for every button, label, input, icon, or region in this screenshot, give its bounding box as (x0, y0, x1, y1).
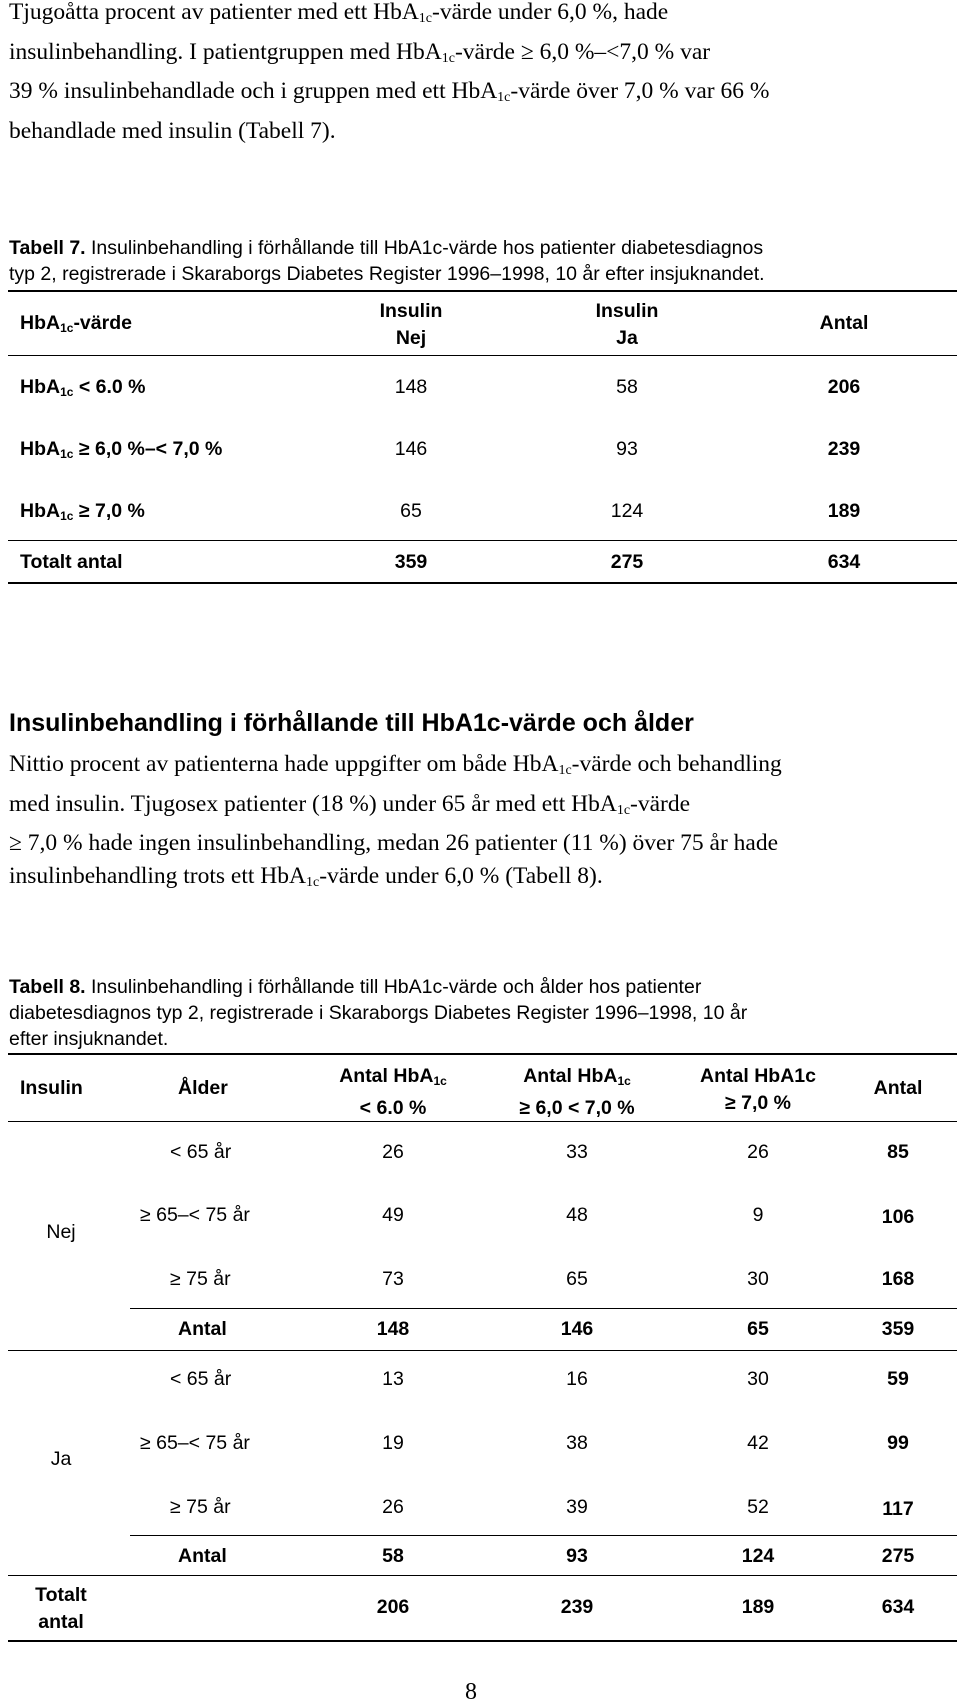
table8-group-label: Ja (50, 1448, 72, 1470)
table-cell: 59 (887, 1368, 909, 1390)
table-cell: 30 (747, 1268, 769, 1290)
table8-subtotal-rule (130, 1535, 957, 1536)
table-cell: 48 (566, 1204, 588, 1226)
section-heading: Insulinbehandling i förhållande till HbA1c-värde och ålder (9, 709, 694, 737)
table-cell: 39 (566, 1496, 588, 1518)
section-line: Nittio procent av patienterna hade uppgifter om både HbA$_{1c}$-värde och behandling (9, 751, 782, 778)
table-cell: 359 (394, 551, 428, 573)
table8-subtotal-label: Antal (178, 1545, 227, 1567)
table-cell: 58 (616, 376, 638, 398)
table8-header-alder: Ålder (178, 1077, 228, 1099)
table-cell: 275 (610, 551, 644, 573)
table7-total-rule (8, 540, 957, 541)
intro-paragraph (9, 0, 939, 147)
table-cell: 124 (610, 500, 644, 522)
table-cell: 275 (881, 1545, 915, 1567)
intro-line: insulinbehandling. I patientgruppen med HbA$_{1c}$-värde ≥ 6,0 %–<7,0 % var (9, 38, 711, 66)
table-cell: 117 (882, 1498, 914, 1520)
table-cell: 634 (881, 1596, 915, 1618)
table-row-age: ≥ 75 år (170, 1496, 231, 1518)
table-cell: 9 (752, 1204, 764, 1226)
table-cell: 65 (747, 1318, 769, 1340)
table-cell: 73 (382, 1268, 404, 1290)
table-cell: 16 (566, 1368, 588, 1390)
intro-line: 39 % insulinbehandlade och i gruppen med ett HbA$_{1c}$-värde över 7,0 % var 66 % (9, 78, 770, 105)
table8-header-gte7: Antal HbA1c ≥ 7,0 % (700, 1065, 816, 1114)
table-cell: 146 (560, 1318, 594, 1340)
table-cell: 42 (747, 1432, 769, 1454)
table-cell: 33 (566, 1141, 588, 1163)
table-cell: 106 (881, 1206, 915, 1228)
table8-subtotal-rule (130, 1308, 957, 1309)
table-cell: 634 (827, 551, 861, 573)
intro-line: Tjugoåtta procent av patienter med ett HbA$_{1c}$-värde under 6,0 %, hade (9, 0, 669, 26)
table8-group-rule (8, 1350, 957, 1351)
table7-header-antal: Antal (819, 312, 869, 334)
table-cell: 26 (382, 1496, 404, 1518)
table-cell: 52 (747, 1496, 769, 1518)
table8-subtotal-label: Antal (178, 1318, 227, 1340)
table8-grand-total-label: Totalt antal (35, 1584, 87, 1633)
table8-top-rule (8, 1053, 957, 1055)
table-cell: 146 (394, 438, 428, 460)
table7-header-rule (8, 355, 957, 356)
table7-caption: Tabell 7. Insulinbehandling i förhållande till HbA1c-värde hos patienter diabetesdiagnos typ 2, registrerade i Skaraborgs Diabetes Register 1996–1998, 10 år efter insjuknandet. (9, 237, 765, 285)
table7-total-label: Totalt antal (20, 551, 123, 573)
table7-header-insulin-nej: Insulin Nej (379, 300, 443, 349)
table-row-age: < 65 år (170, 1368, 232, 1390)
table-cell: 168 (881, 1268, 915, 1290)
table-cell: 99 (887, 1432, 909, 1454)
table8-bottom-rule (8, 1640, 957, 1642)
section-line: med insulin. Tjugosex patienter (18 %) under 65 år med ett HbA$_{1c}$-värde (9, 790, 691, 818)
table-cell: 49 (382, 1204, 404, 1226)
table8-header-rule (8, 1121, 957, 1122)
table-cell: 206 (376, 1596, 410, 1618)
table8-header-6to7: Antal HbA$_{1c}$ ≥ 6,0 < 7,0 % (519, 1065, 635, 1119)
table7-header-hba1c: HbA$_{1c}$-värde (20, 312, 132, 335)
table8-caption: Tabell 8. Insulinbehandling i förhållande till HbA1c-värde och ålder hos patienter diabetesdiagnos typ 2, registrerade i Skaraborgs Diabetes Register 1996–1998, 10 år efter insjuknandet. (9, 976, 748, 1050)
table-row-age: ≥ 75 år (170, 1268, 231, 1290)
table7-bottom-rule (8, 582, 957, 584)
table-cell: 26 (382, 1141, 404, 1163)
table-row-label: HbA$_{1c}$ ≥ 6,0 %–< 7,0 % (20, 438, 223, 461)
intro-line: behandlade med insulin (Tabell 7). (9, 117, 336, 144)
table-cell: 58 (382, 1545, 404, 1567)
table-row-label: HbA$_{1c}$ ≥ 7,0 % (20, 500, 145, 523)
table8-grand-total-rule (8, 1575, 957, 1576)
table-cell: 93 (616, 438, 638, 460)
table8-group-label: Nej (46, 1221, 76, 1243)
table7-header-insulin-ja: Insulin Ja (595, 300, 659, 349)
table-cell: 239 (560, 1596, 594, 1618)
table-cell: 93 (566, 1545, 588, 1567)
table-cell: 65 (566, 1268, 588, 1290)
table-row-age: ≥ 65–< 75 år (140, 1204, 250, 1226)
section-line: ≥ 7,0 % hade ingen insulinbehandling, medan 26 patienter (11 %) över 75 år hade (9, 830, 779, 856)
section-line: insulinbehandling trots ett HbA$_{1c}$-värde under 6,0 % (Tabell 8). (9, 862, 603, 890)
table-cell: 19 (382, 1432, 404, 1454)
table-cell: 189 (741, 1596, 775, 1618)
table-cell: 239 (827, 438, 861, 460)
section-paragraph (9, 748, 939, 899)
page-number: 8 (465, 1679, 477, 1705)
table-row-label: HbA$_{1c}$ < 6.0 % (20, 376, 146, 399)
table-cell: 148 (376, 1318, 410, 1340)
table7-top-rule (8, 290, 957, 292)
table-row-age: ≥ 65–< 75 år (140, 1432, 250, 1454)
table-cell: 13 (382, 1368, 404, 1390)
table-row-age: < 65 år (170, 1141, 232, 1163)
table-cell: 124 (741, 1545, 775, 1567)
table8-header-antal: Antal (873, 1077, 923, 1099)
table-cell: 189 (827, 500, 861, 522)
table-cell: 26 (747, 1141, 769, 1163)
table-cell: 148 (394, 376, 428, 398)
table-cell: 65 (400, 500, 422, 522)
table-cell: 30 (747, 1368, 769, 1390)
table-cell: 85 (887, 1141, 909, 1163)
table-cell: 359 (881, 1318, 915, 1340)
table8-header-insulin: Insulin (20, 1077, 83, 1099)
table8-header-lt6: Antal HbA$_{1c}$ < 6.0 % (339, 1065, 447, 1119)
table-cell: 38 (566, 1432, 588, 1454)
table-cell: 206 (827, 376, 861, 398)
